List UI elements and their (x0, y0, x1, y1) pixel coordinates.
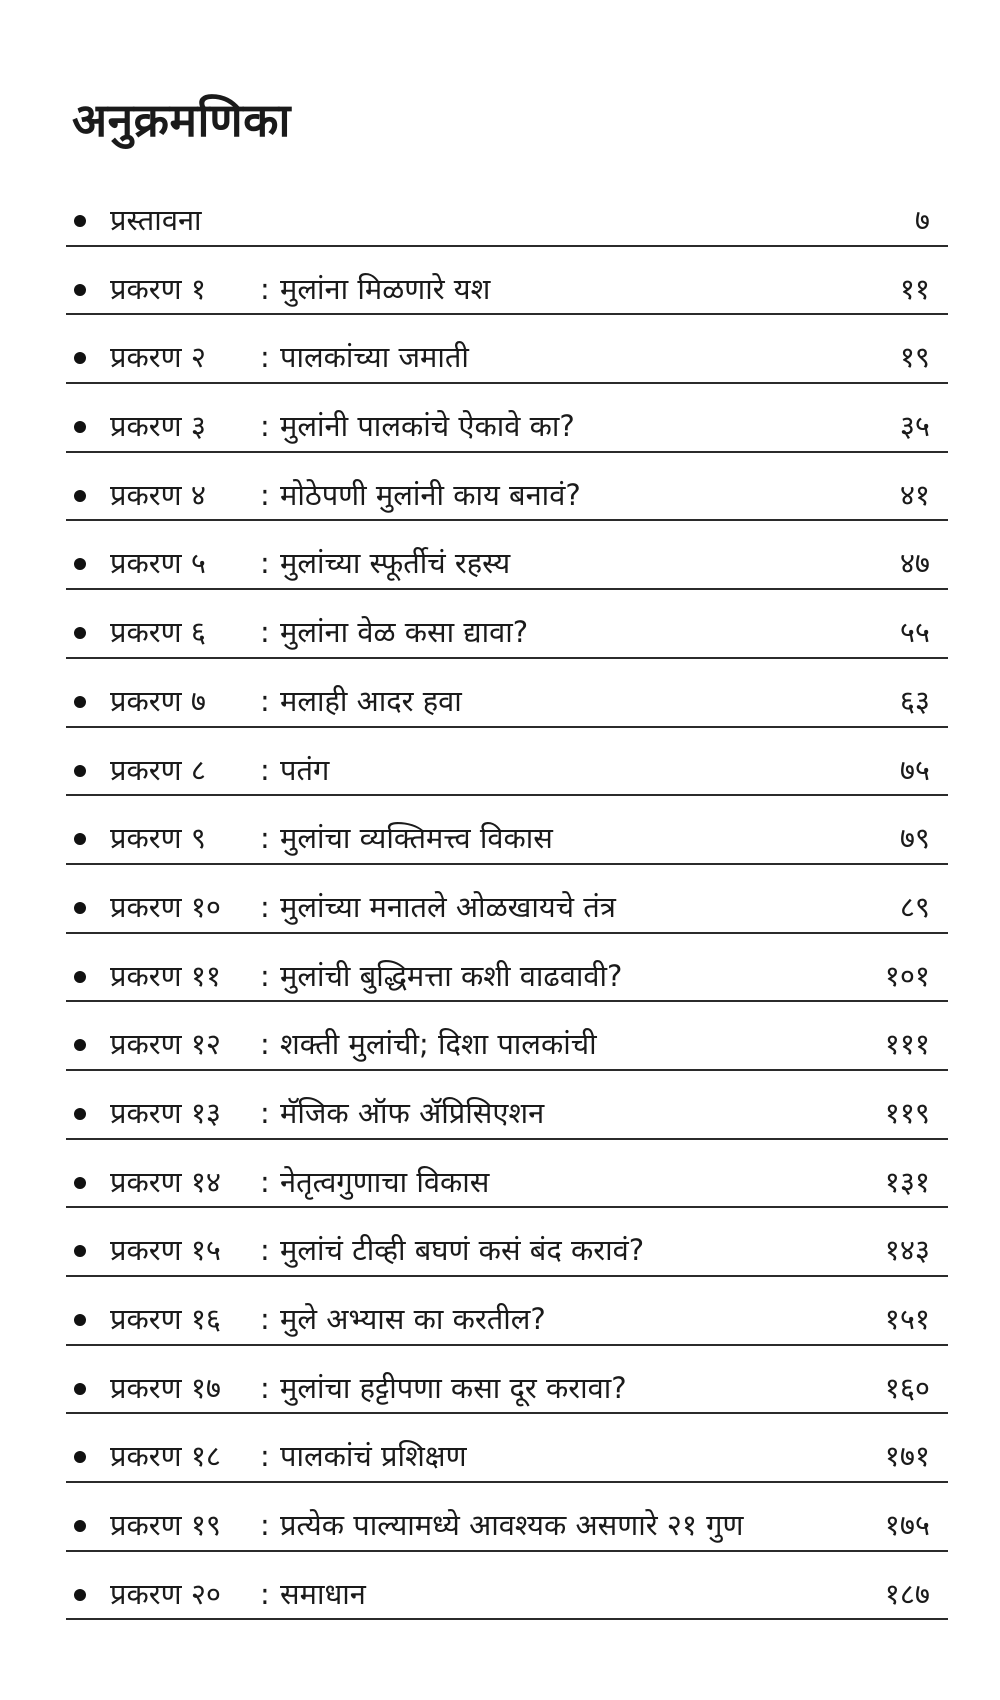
entry-label (110, 1299, 546, 1338)
bullet-icon (74, 971, 86, 983)
toc-entry (66, 1483, 948, 1552)
separator: : (260, 271, 270, 306)
entry-label (110, 1505, 743, 1544)
page-number: ६३ (899, 683, 930, 718)
chapter-number: प्रकरण १ (110, 271, 206, 306)
bullet-icon (74, 765, 86, 777)
separator: : (260, 340, 270, 375)
entry-label (110, 612, 528, 651)
chapter-number: प्रकरण १९ (110, 1508, 221, 1543)
entry-label (110, 1162, 489, 1201)
toc-entry (66, 1414, 948, 1483)
separator: : (260, 1439, 270, 1474)
page-number: ७ (914, 203, 930, 237)
page-number: ११ (899, 271, 930, 306)
entry-label (110, 681, 462, 720)
chapter-number: प्रकरण ५ (110, 546, 206, 581)
bullet-icon (74, 902, 86, 914)
separator: : (260, 1302, 270, 1336)
chapter-title: मलाही आदर हवा (280, 683, 462, 718)
chapter-number: प्रकरण २ (110, 340, 206, 375)
chapter-title: नेतृत्वगुणाचा विकास (280, 1164, 490, 1199)
page-number: ५५ (899, 615, 930, 650)
chapter-title: पालकांचं प्रशिक्षण (280, 1439, 467, 1474)
bullet-icon (74, 490, 86, 502)
separator: : (260, 683, 270, 718)
toc-entry (66, 728, 948, 797)
bullet-icon (74, 1108, 86, 1120)
separator: : (260, 1233, 270, 1268)
entry-label (110, 475, 581, 514)
separator: : (260, 615, 270, 650)
chapter-title: मुलांचा व्यक्तिमत्त्व विकास (280, 821, 553, 856)
separator: : (260, 546, 270, 581)
chapter-number: प्रकरण ११ (110, 958, 221, 993)
entry-label (110, 887, 616, 926)
separator: : (260, 1095, 270, 1130)
page-number: १०१ (884, 958, 930, 993)
toc-entry (66, 1002, 948, 1071)
page-number: १४३ (884, 1233, 930, 1268)
chapter-number: प्रकरण ६ (110, 615, 206, 650)
toc-entry (66, 1346, 948, 1415)
entry-label (110, 200, 202, 239)
chapter-title: शक्ती मुलांची; दिशा पालकांची (280, 1027, 597, 1062)
chapter-title: मुलांना मिळणारे यश (280, 271, 491, 306)
toc-entry (66, 1140, 948, 1209)
chapter-title: मोठेपणी मुलांनी काय बनावं? (280, 477, 581, 512)
bullet-icon (74, 1245, 86, 1257)
separator: : (260, 1027, 270, 1062)
chapter-title: मुलांना वेळ कसा द्यावा? (280, 615, 529, 650)
chapter-title: मुलांचा हट्टीपणा कसा दूर करावा? (280, 1370, 627, 1405)
chapter-title: पतंग (280, 752, 330, 787)
entry-label (110, 543, 510, 582)
page-number: ७९ (899, 821, 930, 856)
separator: : (260, 1370, 270, 1405)
chapter-title: प्रत्येक पाल्यामध्ये आवश्यक असणारे २१ गुण (280, 1508, 744, 1543)
chapter-number: प्रकरण १७ (110, 1370, 221, 1405)
page-number: १११ (884, 1027, 930, 1062)
toc-entry (66, 934, 948, 1003)
toc-entry (66, 590, 948, 659)
chapter-number: प्रकरण ३ (110, 409, 206, 444)
page-number: ११९ (884, 1095, 930, 1130)
page-number: ४७ (899, 546, 930, 581)
separator: : (260, 477, 270, 512)
entry-label (110, 1436, 467, 1475)
bullet-icon (74, 1451, 86, 1463)
bullet-icon (74, 558, 86, 570)
toc-entry (66, 453, 948, 522)
chapter-title: पालकांच्या जमाती (280, 340, 469, 375)
separator: : (260, 1576, 270, 1611)
page-number: १७१ (884, 1439, 930, 1474)
page-number: ८९ (899, 889, 930, 924)
chapter-number: प्रकरण ८ (110, 752, 206, 787)
chapter-number: प्रकरण १६ (110, 1302, 221, 1336)
toc-entry (66, 384, 948, 453)
bullet-icon (74, 1520, 86, 1532)
chapter-number: प्रकरण १५ (110, 1233, 221, 1268)
separator: : (260, 1164, 270, 1199)
chapter-title: मॅजिक ऑफ ॲप्रिसिएशन (280, 1095, 545, 1130)
page-number: ३५ (899, 409, 930, 444)
toc-entry (66, 865, 948, 934)
entry-label (110, 1230, 644, 1269)
toc-entry (66, 1071, 948, 1140)
bullet-icon (74, 1177, 86, 1189)
chapter-number: प्रकरण १८ (110, 1439, 221, 1474)
entry-label (110, 1093, 544, 1132)
bullet-icon (74, 627, 86, 639)
page-number: १३१ (884, 1164, 930, 1199)
bullet-icon (74, 1589, 86, 1601)
toc-entry (66, 521, 948, 590)
chapter-number: प्रकरण १२ (110, 1027, 221, 1062)
entry-label (110, 818, 553, 857)
chapter-number: प्रकरण १० (110, 889, 221, 924)
page-number: ७५ (899, 752, 930, 787)
bullet-icon (74, 1314, 86, 1326)
chapter-number: प्रस्तावना (110, 203, 202, 237)
entry-label (110, 406, 575, 445)
toc-entry (66, 659, 948, 728)
entry-label (110, 269, 490, 308)
entry-label (110, 1368, 627, 1407)
entry-label (110, 956, 622, 995)
toc-entry (66, 1277, 948, 1346)
entry-label (110, 750, 329, 789)
chapter-number: प्रकरण ७ (110, 683, 206, 718)
table-of-contents (66, 178, 948, 1620)
separator: : (260, 752, 270, 787)
page-number: १७५ (884, 1508, 930, 1543)
entry-label (110, 337, 469, 376)
page-number: १८७ (884, 1576, 930, 1611)
page-number: ४१ (899, 477, 930, 512)
bullet-icon (74, 352, 86, 364)
chapter-number: प्रकरण ४ (110, 477, 206, 512)
bullet-icon (74, 833, 86, 845)
toc-entry (66, 796, 948, 865)
separator: : (260, 889, 270, 924)
chapter-number: प्रकरण १३ (110, 1095, 221, 1130)
toc-entry (66, 1552, 948, 1621)
chapter-number: प्रकरण २० (110, 1576, 221, 1611)
page-number: १९ (899, 340, 930, 375)
entry-label (110, 1574, 366, 1613)
entry-label (110, 1024, 597, 1063)
bullet-icon (74, 1039, 86, 1051)
separator: : (260, 958, 270, 993)
toc-entry (66, 247, 948, 316)
page-title: अनुक्रमणिका (72, 93, 291, 147)
bullet-icon (74, 696, 86, 708)
chapter-title: समाधान (280, 1576, 366, 1611)
bullet-icon (74, 284, 86, 296)
toc-entry (66, 178, 948, 247)
chapter-title: मुलांच्या स्फूर्तीचं रहस्य (280, 546, 511, 581)
bullet-icon (74, 1383, 86, 1395)
chapter-title: मुलांच्या मनातले ओळखायचे तंत्र (280, 889, 616, 924)
bullet-icon (74, 215, 86, 227)
separator: : (260, 821, 270, 856)
toc-entry (66, 315, 948, 384)
chapter-title: मुलांचं टीव्ही बघणं कसं बंद करावं? (280, 1233, 645, 1268)
chapter-title: मुले अभ्यास का करतील? (280, 1302, 546, 1336)
chapter-title: मुलांची बुद्धिमत्ता कशी वाढवावी? (280, 958, 623, 993)
chapter-number: प्रकरण ९ (110, 821, 206, 856)
page-number: १६० (884, 1370, 930, 1405)
page-number: १५१ (884, 1302, 930, 1336)
toc-entry (66, 1208, 948, 1277)
bullet-icon (74, 421, 86, 433)
separator: : (260, 409, 270, 444)
chapter-number: प्रकरण १४ (110, 1164, 221, 1199)
separator: : (260, 1508, 270, 1543)
chapter-title: मुलांनी पालकांचे ऐकावे का? (280, 409, 575, 444)
